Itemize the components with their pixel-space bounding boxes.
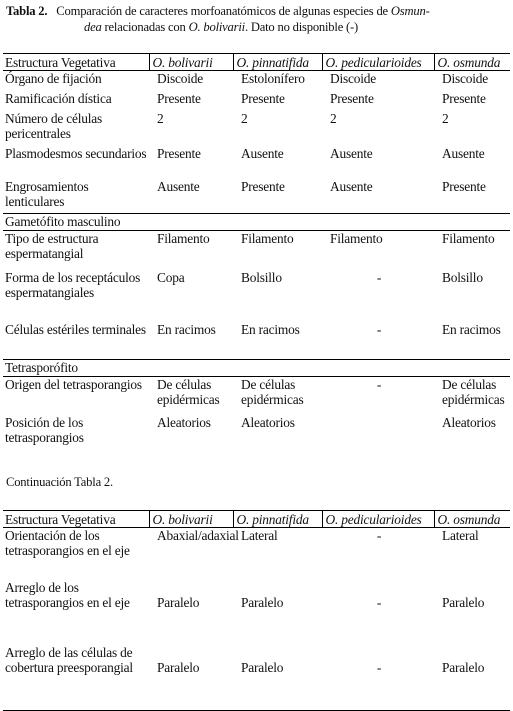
value-cell: Ausente — [241, 146, 284, 161]
value-cell: Presente — [157, 91, 201, 106]
value-cell: 2 — [241, 111, 248, 126]
value-cell: Ausente — [330, 179, 373, 194]
table-row — [3, 528, 510, 581]
row-label-cell: Tipo de estructura espermatangial — [5, 231, 99, 261]
value-cell: Discoide — [442, 71, 488, 86]
table-row — [3, 71, 510, 92]
section-row-tetrasporofito — [3, 360, 510, 377]
value-cell: Ausente — [330, 146, 373, 161]
caption-text-b: relacionadas con — [104, 20, 186, 34]
value-cell: Paralelo — [157, 595, 200, 610]
caption-continuation — [84, 19, 504, 35]
value-cell: - — [376, 377, 382, 392]
header-structure: Estructura Vegetativa — [3, 511, 149, 528]
value-cell: Presente — [241, 91, 285, 106]
row-label-cell: Ramificación dística — [5, 91, 112, 106]
value-cell: En racimos — [157, 322, 216, 337]
table-row — [3, 270, 510, 322]
table-row — [3, 111, 510, 146]
comparison-table — [3, 53, 510, 453]
row-label-cell: Engrosamientos lenticulares — [5, 179, 89, 209]
value-cell: 2 — [330, 111, 337, 126]
caption-text-a: Comparación de caracteres morfoanatómicos de algunas especies de — [56, 4, 388, 18]
table-row — [3, 377, 510, 416]
value-cell: Filamento — [157, 231, 210, 246]
value-cell: Aleatorios — [157, 415, 211, 430]
value-cell: - — [376, 595, 382, 610]
table-row — [3, 322, 510, 360]
caption-species-b: dea — [84, 20, 102, 34]
table-row — [3, 179, 510, 214]
value-cell: Estolonífero — [241, 71, 305, 86]
table-header-row — [3, 54, 510, 71]
value-cell: Presente — [241, 179, 285, 194]
header-pedicularioides: O. pedicularioides — [322, 54, 434, 71]
value-cell: Lateral — [442, 528, 479, 543]
header-pedicularioides: O. pedicularioides — [322, 511, 434, 528]
value-cell: Copa — [157, 270, 185, 285]
value-cell: Discoide — [157, 71, 203, 86]
value-cell: Discoide — [330, 71, 376, 86]
value-cell: Lateral — [241, 528, 278, 543]
section-label: Tetrasporófito — [3, 360, 510, 377]
value-cell: - — [376, 322, 382, 337]
row-label-cell: Número de células pericentrales — [5, 111, 102, 141]
header-bolivarii: O. bolivarii — [149, 511, 233, 528]
value-cell: Presente — [442, 91, 486, 106]
value-cell: De células epidérmicas — [157, 377, 220, 407]
header-osmunda: O. osmunda — [434, 511, 510, 528]
table-row — [3, 645, 510, 711]
header-pinnatifida: O. pinnatifida — [233, 511, 322, 528]
table-row — [3, 580, 510, 645]
comparison-table-continued — [3, 510, 510, 711]
caption-species-a: Osmun- — [390, 4, 430, 18]
value-cell: De células epidérmicas — [241, 377, 304, 407]
row-label-cell: Origen del tetrasporangios — [5, 377, 142, 392]
value-cell: Ausente — [442, 146, 485, 161]
section-row-gametofito — [3, 214, 510, 231]
table-row — [3, 415, 510, 453]
value-cell: Bolsillo — [241, 270, 282, 285]
value-cell: Aleatorios — [241, 415, 295, 430]
header-pinnatifida: O. pinnatifida — [233, 54, 322, 71]
caption-text-c: . Dato no disponible (-) — [244, 20, 359, 34]
header-osmunda: O. osmunda — [434, 54, 510, 71]
caption-species-c: O. bolivarii — [188, 20, 245, 34]
value-cell: - — [322, 645, 434, 711]
section-label: Gametófito masculino — [3, 214, 510, 231]
row-label-cell: Arreglo de las células de cobertura preesporangial — [3, 645, 149, 711]
table-row — [3, 146, 510, 179]
row-label-cell: Arreglo de los tetrasporangios en el eje — [5, 580, 130, 610]
value-cell: De células epidérmicas — [442, 377, 505, 407]
row-label-cell: Órgano de fijación — [5, 71, 102, 86]
row-label-cell: Orientación de los tetrasporangios en el eje — [5, 528, 130, 558]
value-cell: En racimos — [442, 322, 501, 337]
value-cell: Presente — [330, 91, 374, 106]
value-cell: 2 — [157, 111, 164, 126]
value-cell: Filamento — [241, 231, 294, 246]
value-cell: Paralelo — [149, 645, 233, 711]
value-cell: Paralelo — [241, 595, 284, 610]
value-cell: Aleatorios — [442, 415, 496, 430]
header-bolivarii: O. bolivarii — [149, 54, 233, 71]
value-cell: Abaxial/adaxial — [157, 528, 239, 543]
value-cell: Filamento — [442, 231, 495, 246]
row-label-cell: Células estériles terminales — [5, 322, 146, 337]
value-cell: Ausente — [157, 179, 200, 194]
value-cell: En racimos — [241, 322, 300, 337]
value-cell: - — [376, 270, 382, 285]
value-cell: Bolsillo — [442, 270, 483, 285]
value-cell: Presente — [442, 179, 486, 194]
row-label-cell: Forma de los receptáculos espermatangiales — [5, 270, 141, 300]
caption-label: Tabla 2. — [6, 4, 48, 18]
row-label-cell: Plasmodesmos secundarios — [5, 146, 147, 161]
value-cell: Paralelo — [442, 595, 485, 610]
value-cell: - — [376, 528, 382, 543]
header-structure: Estructura Vegetativa — [3, 54, 149, 71]
caption-text — [56, 4, 429, 18]
value-cell — [322, 415, 434, 453]
row-label-cell: Posición de los tetrasporangios — [5, 415, 84, 445]
table-row — [3, 231, 510, 271]
value-cell: Paralelo — [434, 645, 510, 711]
value-cell: 2 — [442, 111, 449, 126]
table-row — [3, 91, 510, 111]
value-cell: Presente — [157, 146, 201, 161]
continuation-title: Continuación Tabla 2. — [6, 475, 113, 489]
value-cell: Paralelo — [233, 645, 322, 711]
table-caption — [6, 3, 506, 34]
value-cell: Filamento — [330, 231, 383, 246]
table-header-row — [3, 511, 510, 528]
